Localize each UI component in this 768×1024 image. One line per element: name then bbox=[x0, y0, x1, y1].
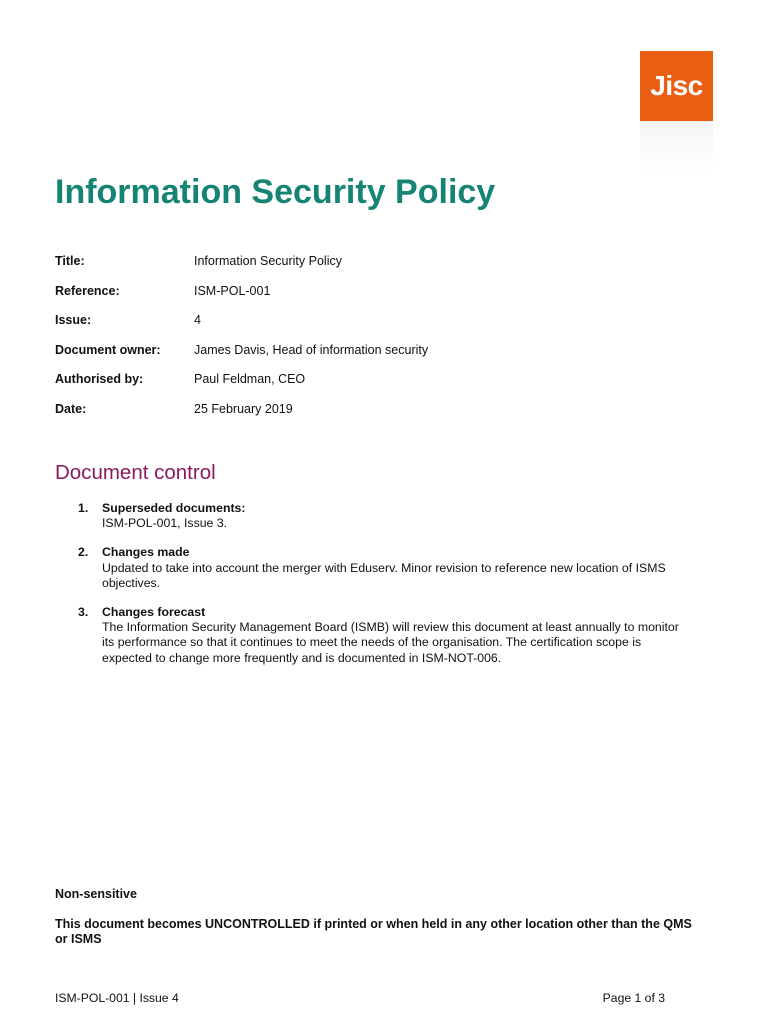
meta-row-reference bbox=[55, 283, 715, 313]
page-title: Information Security Policy bbox=[55, 173, 496, 211]
list-item-text-line: ISM-POL-001, Issue 3. bbox=[102, 516, 228, 531]
meta-value: 25 February 2019 bbox=[194, 401, 293, 416]
page-number: Page 1 of 3 bbox=[602, 991, 665, 1005]
list-item bbox=[78, 545, 718, 591]
meta-value: James Davis, Head of information security bbox=[194, 342, 429, 357]
uncontrolled-notice bbox=[55, 917, 720, 948]
list-item-text-line: its performance so that it continues to meet the needs of the organisation. The certification scope is bbox=[102, 635, 642, 650]
document-control-heading: Document control bbox=[55, 461, 216, 484]
meta-label: Document owner: bbox=[55, 342, 161, 357]
list-item-body bbox=[102, 545, 718, 591]
list-item bbox=[78, 501, 718, 531]
meta-label: Date: bbox=[55, 401, 87, 416]
meta-value: 4 bbox=[194, 313, 201, 328]
list-item bbox=[78, 605, 718, 666]
uncontrolled-notice-line: This document becomes UNCONTROLLED if printed or when held in any other location other than the QMS bbox=[55, 916, 692, 931]
meta-label: Issue: bbox=[55, 313, 92, 328]
meta-row-issue bbox=[55, 312, 715, 342]
document-control-list bbox=[78, 501, 718, 680]
list-item-number: 3. bbox=[78, 605, 89, 620]
meta-label: Title: bbox=[55, 254, 85, 268]
jisc-logo bbox=[640, 51, 713, 121]
list-item-heading: Changes forecast bbox=[102, 605, 206, 620]
list-item-text-line: Updated to take into account the merger with Eduserv. Minor revision to reference new location of ISMS bbox=[102, 560, 666, 575]
meta-row-document-owner bbox=[55, 342, 715, 372]
list-item-text-line: expected to change more frequently and is documented in ISM-NOT-006. bbox=[102, 650, 502, 665]
document-notes bbox=[55, 887, 720, 948]
logo-shadow bbox=[640, 121, 713, 171]
document-metadata-table bbox=[55, 253, 715, 431]
list-item-heading: Changes made bbox=[102, 545, 190, 560]
meta-value: Information Security Policy bbox=[194, 254, 342, 268]
meta-row-authorised-by bbox=[55, 371, 715, 401]
footer-reference: ISM-POL-001 | Issue 4 bbox=[55, 991, 179, 1005]
meta-row-date bbox=[55, 401, 715, 431]
meta-value: ISM-POL-001 bbox=[194, 283, 271, 298]
page-footer bbox=[55, 990, 665, 1006]
list-item-body bbox=[102, 501, 718, 531]
list-item-body bbox=[102, 605, 718, 666]
logo-text: Jisc bbox=[650, 70, 703, 101]
list-item-heading: Superseded documents: bbox=[102, 501, 246, 515]
list-item-text-line: objectives. bbox=[102, 575, 161, 590]
meta-row-title bbox=[55, 253, 715, 283]
classification-label: Non-sensitive bbox=[55, 887, 137, 901]
list-item-text-line: The Information Security Management Board (ISMB) will review this document at least annually to monitor bbox=[102, 620, 679, 635]
uncontrolled-notice-line: or ISMS bbox=[55, 932, 102, 946]
meta-value: Paul Feldman, CEO bbox=[194, 372, 306, 387]
list-item-number: 1. bbox=[78, 501, 89, 515]
list-item-number: 2. bbox=[78, 545, 89, 560]
meta-label: Authorised by: bbox=[55, 372, 144, 387]
meta-label: Reference: bbox=[55, 283, 120, 298]
